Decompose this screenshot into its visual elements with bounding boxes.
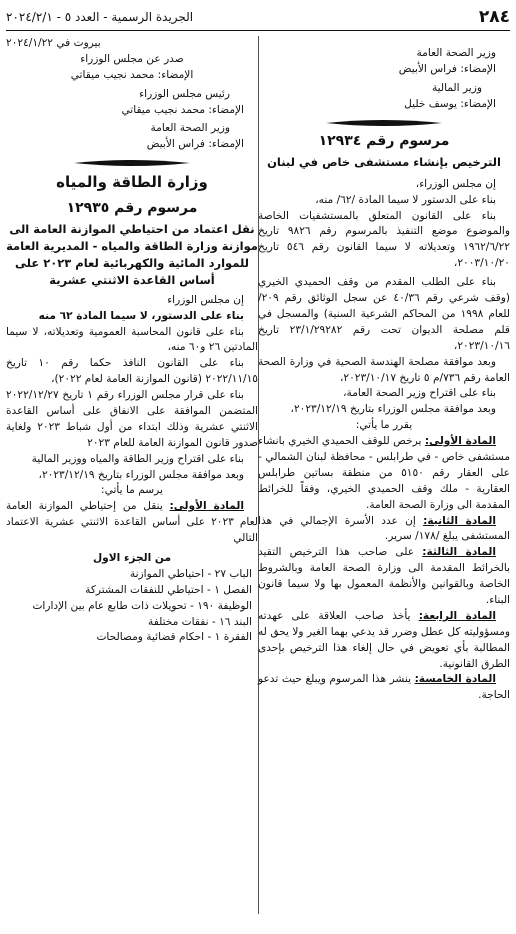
decorative-divider (258, 119, 510, 127)
article-4-text: يأخذ صاحب العلاقة على عهدته ومسؤوليته كل عطل وضرر قد يدعي بهما الغير ولا يحق له المطالبة بأي تعويض في حال إلغاء هذا الترخيص بإحدى الطرق القانونية. (258, 609, 510, 670)
appropriation-item-label: الباب ٢٧ - (204, 567, 252, 580)
article-2-label: المادة الثانية: (423, 514, 496, 527)
health-minister-name: الإمضاء: فراس الأبيض (146, 138, 244, 151)
preamble-l4: بناء على القانون النافذ حكما رقم ١٠ تاريخ ٢٠٢٢/١١/١٥ (قانون الموازنة العامة لعام ٢٠٢٢)، (6, 357, 258, 386)
appropriation-item-value: احتياطي للنفقات المشتركة (85, 583, 204, 596)
preamble-l2: بناء على الدستور، لا سيما المادة ٦٢ منه (38, 309, 244, 322)
article-4 (258, 609, 510, 673)
article-2 (258, 514, 510, 546)
appropriation-item-label: الوظيفة ١٩٠ - (186, 599, 252, 612)
article-1-text: يرخص للوقف الحميدي الخيري بانشاء مستشفى خاص - في طرابلس - محافظة لبنان الشمالي - على العقار رقم ٥١٥٠ من منطقة بساتين طرابلس العقارية - ملك وقف الحميدي الخيري، وفقاً للخرائط المقدمة الى وزارة الصحة العامة. (258, 435, 510, 511)
decrees-line: يقرر ما يأتي: (355, 419, 413, 432)
appropriation-items (6, 567, 258, 646)
appropriation-item-label: الفصل ١ - (203, 583, 252, 596)
article-3 (258, 545, 510, 609)
article-l1-text: ينقل من إحتياطي الموازنة العامة لعام ٢٠٢٣ على أساس القاعدة الاثنتي عشرية الاعتماد التالي (6, 500, 258, 545)
preamble-l5: بناء على قرار مجلس الوزراء رقم ١ تاريخ ٢٠٢٢/١٢/٢٧ المتضمن الموافقة على الانفاق على أساس القاعدة الاثنتي عشرية وذلك ابتداء من أول شباط ٢٠٢٣ ولغاية صدور قانون الموازنة العامة للعام ٢٠٢٣ (6, 389, 258, 449)
preamble-l1: إن مجلس الوزراء (167, 293, 244, 306)
preamble-l6: بناء على اقتراح وزير الطاقة والمياه ووزير المالية (31, 452, 244, 465)
appropriation-item (6, 599, 258, 615)
appropriation-item (6, 567, 258, 583)
appropriation-item (6, 630, 258, 646)
sig-health-title: وزير الصحة العامة (416, 47, 496, 59)
article-4-label: المادة الرابعة: (418, 609, 496, 622)
decree-title-2: نقل اعتماد من احتياطي الموازنة العامة الى موازنة وزارة الطاقة والمياه - المديرية العامة للموارد المائية والكهربائية لعام ٢٠٢٣ على أساس القاعدة الاثنتي عشرية (6, 221, 258, 288)
issue-info: الجريدة الرسمية - العدد ٥ - ٢٠٢٤/٢/١ (6, 10, 194, 24)
left-column (6, 36, 258, 646)
appropriation-item-label: البند ١٦ - (208, 615, 252, 628)
article-5-text: ينشر هذا المرسوم ويبلغ حيث تدعو الحاجة. (258, 673, 510, 702)
preamble-6: بناء على اقتراح وزير الصحة العامة، (343, 387, 496, 400)
decree-title: الترخيص بإنشاء مستشفى خاص في لبنان (267, 154, 501, 169)
preamble-4: بناء على الطلب المقدم من وقف الحميدي الخيري (وقف شرعي رقم ٤٠/٣٦ عن سجل الوثائق رقم ٢٠٩/ للعام ١٩٩٨ من المحاكم الشرعية السنية) والمسجل في قلم مصلحة الديوان تحت رقم ٢٣/١/٢٩٢٨٢ تاريخ ٢٠٢٣/١٠/١٦، (258, 276, 511, 352)
sig-health-name: الإمضاء: فراس الأبيض (398, 62, 496, 75)
sig-pm-name-2: الإمضاء: محمد نجيب ميقاتي (121, 103, 244, 116)
sig-pm-name-1: الإمضاء: محمد نجيب ميقاتي (70, 68, 194, 81)
decorative-divider-2 (6, 159, 258, 167)
preamble-l3: بناء على قانون المحاسبة العمومية وتعديلاته، لا سيما المادتين ٢٦ و٦٠ منه، (6, 325, 258, 354)
appropriation-item (6, 583, 258, 599)
decree-number-2: مرسوم رقم ١٢٩٣٥ (66, 199, 198, 216)
health-minister-title: وزير الصحة العامة (150, 122, 230, 135)
place-date: بيروت في ٢٠٢٤/١/٢٢ (6, 37, 101, 49)
article-3-label: المادة الثالثة: (422, 546, 496, 559)
decree-number: مرسوم رقم ١٢٩٣٤ (318, 132, 450, 149)
right-column (258, 36, 510, 704)
appropriation-item (6, 615, 258, 631)
article-l1 (6, 499, 258, 547)
article-5-label: المادة الخامسة: (414, 673, 497, 686)
preamble-7: وبعد موافقة مجلس الوزراء بتاريخ ٢٠٢٣/١٢/١٩، (290, 403, 496, 416)
article-3-text: على صاحب هذا الترخيص التقيد بالخرائط المقدمة الى وزارة الصحة العامة وبالشروط الخاصة وبالقوانين والأنظمة المعمول بها ولا سيما قانون البناء. (258, 546, 510, 606)
preamble-1: إن مجلس الوزراء، (415, 177, 496, 190)
issued-by: صدر عن مجلس الوزراء (80, 52, 184, 65)
header-rule (6, 30, 510, 31)
article-5 (258, 672, 510, 704)
article-2-text: إن عدد الأسرة الإجمالي في هذا المستشفى يبلغ /١٧٨/ سرير. (258, 514, 510, 543)
article-l1-label: المادة الأولى: (169, 500, 244, 513)
preamble-l7: وبعد موافقة مجلس الوزراء بتاريخ ٢٠٢٣/١٢/١٩، (38, 468, 244, 481)
page-header (6, 6, 510, 28)
page-number: ٢٨٤ (478, 7, 510, 27)
preamble-5: وبعد موافقة مصلحة الهندسة الصحية في وزارة الصحة العامة رقم ٧٣٦/م ٥ تاريخ ٢٠٢٣/١٠/١٧، (258, 355, 510, 384)
pm-title: رئيس مجلس الوزراء (139, 87, 230, 100)
decrees-line-2: يرسم ما يأتي: (101, 484, 163, 497)
article-1 (258, 434, 510, 513)
appropriation-item-label: الفقرة ١ - (204, 631, 252, 644)
preamble-3: بناء على القانون المتعلق بالمستشفيات الخاصة والموضوع موضع التنفيذ بالمرسوم رقم ٩٨٢٦ تاريخ ١٩٦٢/٦/٢٢ وتعديلاته لا سيما القانون رقم ٥٤٦ تاريخ ٢٠٠٣/١٠/٢٠، (258, 209, 510, 270)
part-title: من الجزء الاول (92, 551, 171, 564)
appropriation-item-value: احتياطي الموازنة (129, 567, 205, 580)
sig-finance-title: وزير المالية (431, 81, 482, 94)
article-1-label: المادة الأولى: (424, 435, 497, 448)
appropriation-item-value: تحويلات ذات طابع عام بين الإدارات (32, 599, 187, 612)
preamble-2: بناء على الدستور لا سيما المادة /٦٢/ منه، (315, 193, 496, 206)
appropriation-item-value: نفقات مختلفة (148, 615, 209, 628)
appropriation-item-value: احكام قضائية ومصالحات (96, 631, 205, 644)
sig-finance-name: الإمضاء: يوسف خليل (404, 97, 496, 110)
ministry-title: وزارة الطاقة والمياه (56, 173, 208, 192)
